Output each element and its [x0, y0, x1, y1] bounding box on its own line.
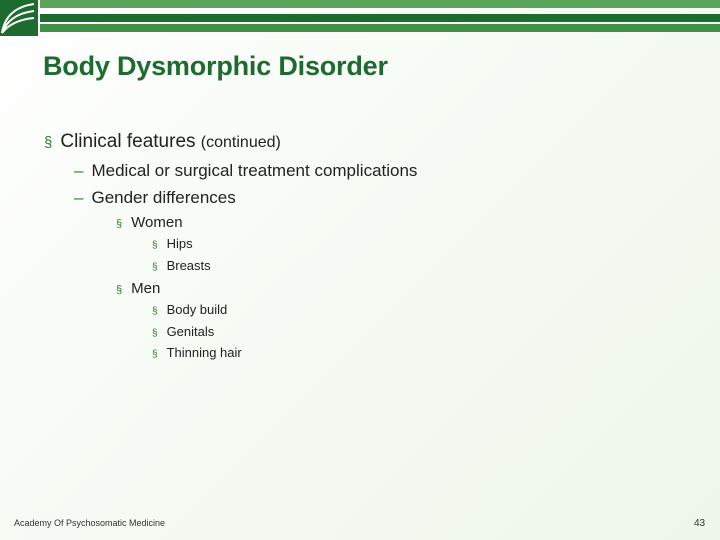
subbullet-complications [74, 161, 417, 181]
group-label: Women [131, 214, 183, 231]
bullet-icon: § [152, 306, 158, 317]
bullet-icon: § [152, 262, 158, 273]
item-text: Hips [166, 236, 193, 251]
group-label: Men [131, 280, 161, 297]
item-body-build [152, 302, 227, 317]
item-text: Genitals [166, 324, 215, 339]
item-text: Breasts [166, 258, 211, 273]
item-thinning-hair [152, 345, 242, 360]
subbullet-text: Medical or surgical treatment complications [91, 161, 418, 180]
page-number: 43 [694, 518, 706, 529]
bullet-icon: § [152, 328, 158, 339]
bullet-text: Clinical features [60, 131, 196, 152]
dash-icon: – [74, 188, 84, 207]
dash-icon: – [74, 161, 84, 180]
bullet-note: (continued) [200, 134, 281, 151]
group-men [116, 280, 160, 297]
bullet-clinical-features [44, 131, 281, 153]
group-women [116, 214, 183, 231]
bullet-icon: § [152, 240, 158, 251]
slide-title: Body Dysmorphic Disorder [43, 51, 388, 81]
bullet-icon: § [44, 134, 53, 151]
item-text: Body build [166, 302, 228, 317]
item-breasts [152, 258, 211, 273]
item-genitals [152, 324, 214, 339]
bullet-icon: § [152, 349, 158, 360]
subbullet-gender-differences [74, 188, 236, 208]
subbullet-text: Gender differences [91, 188, 236, 207]
bullet-icon: § [116, 284, 123, 296]
item-text: Thinning hair [166, 345, 242, 360]
bullet-icon: § [116, 218, 123, 230]
footer-organization: Academy Of Psychosomatic Medicine [14, 518, 166, 528]
item-hips [152, 236, 193, 251]
